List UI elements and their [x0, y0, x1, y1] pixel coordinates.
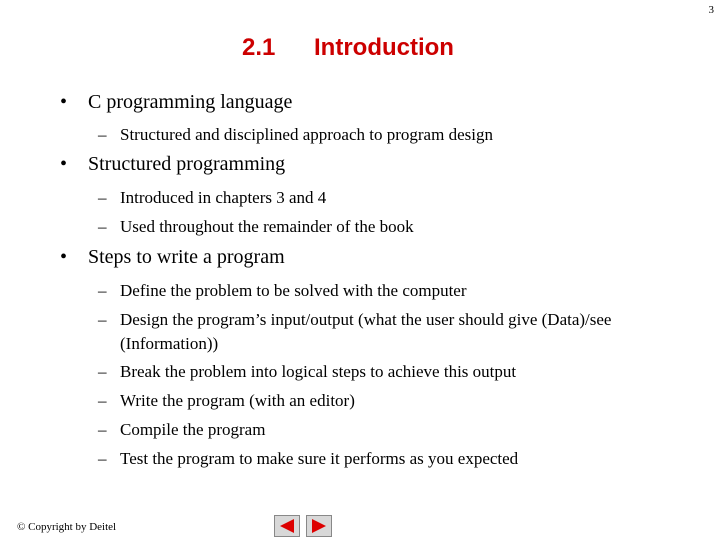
bullet-text: C programming language [88, 91, 293, 113]
arrow-right-icon [310, 518, 328, 534]
sub-bullet-text: Compile the program [120, 420, 266, 439]
bullet-marker: • [60, 91, 68, 113]
previous-slide-button[interactable] [274, 515, 300, 537]
section-number: 2.1 [242, 34, 276, 61]
dash-marker: – [98, 391, 107, 410]
sub-bullet-text: Define the problem to be solved with the computer [120, 281, 467, 300]
dash-marker: – [98, 188, 107, 207]
slide-navigation [274, 515, 332, 537]
bullet-text: Structured programming [88, 153, 286, 175]
sub-bullet-text: Write the program (with an editor) [120, 391, 355, 410]
sub-bullet-text: Design the program’s input/output (what the user should give (Data)/see (Information)) [120, 310, 612, 353]
arrow-left-icon [278, 518, 296, 534]
sub-bullet-text: Test the program to make sure it performs as you expected [120, 449, 519, 468]
copyright-footer: © Copyright by Deitel [17, 521, 117, 533]
sub-bullet-text: Break the problem into logical steps to achieve this output [120, 362, 517, 381]
dash-marker: – [98, 449, 107, 468]
dash-marker: – [98, 217, 107, 236]
dash-marker: – [98, 420, 107, 439]
bullet-marker: • [60, 246, 68, 268]
dash-marker: – [98, 310, 107, 329]
bullet-marker: • [60, 153, 68, 175]
dash-marker: – [98, 281, 107, 300]
section-title: Introduction [314, 34, 454, 61]
dash-marker: – [98, 125, 107, 144]
page-number: 3 [708, 4, 714, 16]
bullet-text: Steps to write a program [88, 246, 285, 268]
next-slide-button[interactable] [306, 515, 332, 537]
sub-bullet-text: Introduced in chapters 3 and 4 [120, 188, 327, 207]
sub-bullet-text: Used throughout the remainder of the book [120, 217, 414, 236]
sub-bullet-text: Structured and disciplined approach to program design [120, 125, 493, 144]
dash-marker: – [98, 362, 107, 381]
